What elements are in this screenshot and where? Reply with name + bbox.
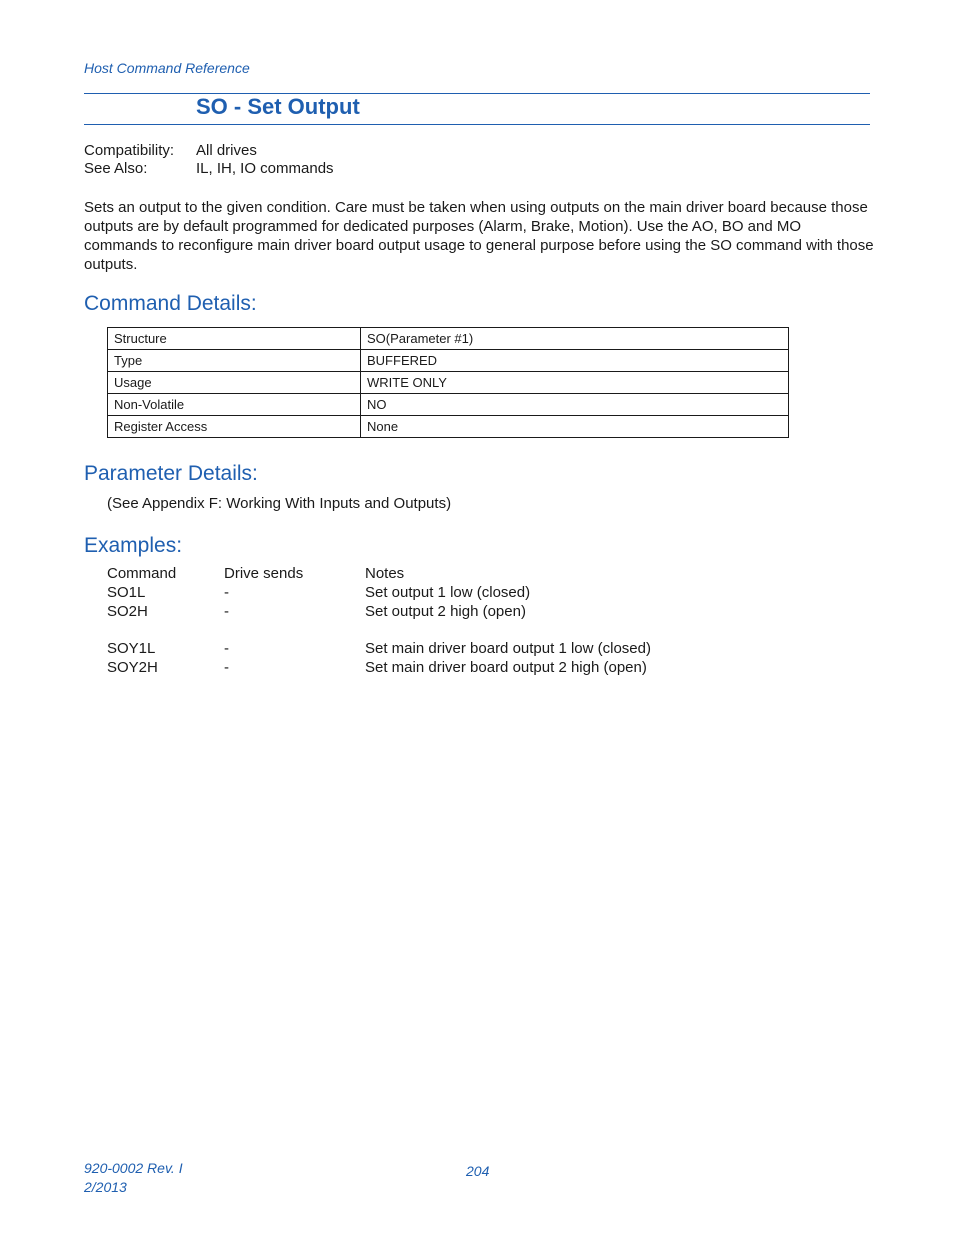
table-value: SO(Parameter #1) [361,328,789,350]
example-command: SO1L [107,584,146,601]
page-title: SO - Set Output [196,94,360,119]
table-key: Type [108,350,361,372]
footer-date: 2/2013 [84,1179,127,1195]
running-header: Host Command Reference [84,60,250,76]
example-notes: Set output 2 high (open) [365,603,526,620]
example-command: SO2H [107,603,148,620]
table-value: NO [361,394,789,416]
example-drive-sends: - [224,640,229,657]
table-value: BUFFERED [361,350,789,372]
footer-doc-number: 920-0002 Rev. I [84,1160,183,1176]
table-row [108,394,789,416]
footer-doc-info [84,1159,183,1197]
examples-heading: Examples: [84,534,183,557]
table-row [108,328,789,350]
description-paragraph: Sets an output to the given condition. Care must be taken when using outputs on the main driver board because those outputs are by default programmed for dedicated purposes (Alarm, Brake, Motion). Use the AO, BO and MO commands to reconfigure main driver board output usage to general purpose before using the SO command with those outputs. [84,199,874,273]
meta-label: See Also: [84,160,148,177]
table-key: Usage [108,372,361,394]
meta-value: IL, IH, IO commands [196,160,334,177]
command-details-table [107,327,789,438]
table-key: Register Access [108,416,361,438]
table-value: WRITE ONLY [361,372,789,394]
example-notes: Set main driver board output 1 low (closed) [365,640,651,657]
page-number: 204 [466,1163,490,1179]
meta-value: All drives [196,142,257,159]
meta-label: Compatibility: [84,142,175,159]
example-drive-sends: - [224,603,229,620]
example-drive-sends: - [224,659,229,676]
table-key: Non-Volatile [108,394,361,416]
table-value: None [361,416,789,438]
example-command: SOY2H [107,659,158,676]
meta-compatibility [84,142,257,159]
example-notes: Set main driver board output 2 high (open) [365,659,647,676]
example-notes: Set output 1 low (closed) [365,584,531,601]
meta-see-also [84,160,334,177]
parameter-note: (See Appendix F: Working With Inputs and Outputs) [107,495,452,512]
column-header: Command [107,565,177,582]
table-row [108,350,789,372]
column-header: Drive sends [224,565,304,582]
column-header: Notes [365,565,405,582]
table-row [108,416,789,438]
command-details-heading: Command Details: [84,292,257,315]
example-drive-sends: - [224,584,229,601]
example-command: SOY1L [107,640,156,657]
table-row [108,372,789,394]
title-bottom-rule [84,124,870,125]
table-key: Structure [108,328,361,350]
parameter-details-heading: Parameter Details: [84,462,258,485]
